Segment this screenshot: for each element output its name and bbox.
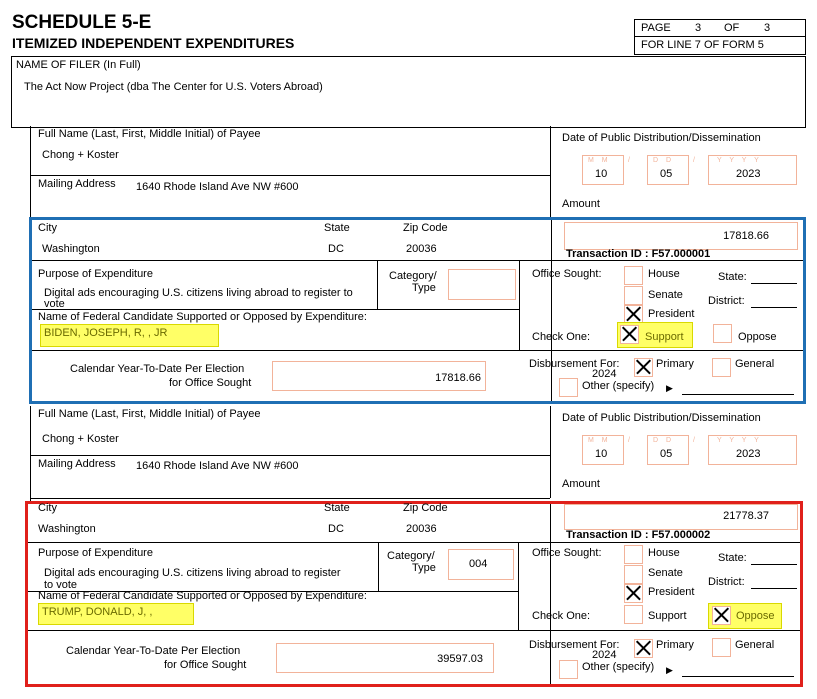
day-value: 05 <box>660 168 673 180</box>
category-label: Category/ <box>389 270 437 282</box>
oppose-checkbox[interactable] <box>712 606 731 625</box>
entry-2: Full Name (Last, First, Middle Initial) of Payee Chong + Koster Mailing Address 1640 Rhode Island Ave NW #600 Date of Public Distribution/Dissemination M M 10 / D D 05 / Y Y Y Y 2023 Amount <box>30 406 803 501</box>
entry-1-detail: City Washington State DC Zip Code 20036 17818.66 Transaction ID : F57.000001 Purpose of Expenditure Digital ads encouraging U.S. citizens living abroad to register to vote Category/ Type Name of Federal Candidate Supported or Opposed by Expenditure: BIDEN, JOSEPH, R, , JR Office Sought: House Senate President State: District: Check One: Support Oppose Calendar Year-To-Date Per Election for Office Sought 17818.66 Disbursement For: 2024 Primary General Other (specify) ▶ <box>32 220 803 401</box>
primary-label: Primary <box>656 358 694 370</box>
month-value: 10 <box>595 168 608 180</box>
district-field-label: District: <box>708 295 745 307</box>
purpose-value-cont: to vote <box>44 579 78 589</box>
primary-checkbox[interactable] <box>634 639 653 658</box>
for-line-label: FOR LINE 7 OF FORM 5 <box>641 39 764 51</box>
purpose-value: Digital ads encouraging U.S. citizens living abroad to register to <box>44 287 353 299</box>
candidate-name: BIDEN, JOSEPH, R, , JR <box>44 327 168 339</box>
general-label: General <box>735 358 775 370</box>
day-box: D D 05 <box>647 435 689 465</box>
category-label: Category/ <box>387 550 435 562</box>
ytd-value: 17818.66 <box>435 372 481 384</box>
filer-box <box>11 56 806 128</box>
state-value: DC <box>328 243 344 255</box>
support-checkbox[interactable] <box>624 605 643 624</box>
ytd-label: Calendar Year-To-Date Per Election <box>70 363 245 375</box>
city-label: City <box>38 222 57 234</box>
amount-value: 17818.66 <box>723 230 769 242</box>
day-box: D D 05 <box>647 155 689 185</box>
city-label: City <box>38 502 57 514</box>
disb-year: 2024 <box>592 649 617 661</box>
state-label: State <box>324 222 350 234</box>
schedule-title: SCHEDULE 5-E <box>12 12 152 33</box>
senate-label: Senate <box>648 567 683 579</box>
date-dist-label: Date of Public Distribution/Dissemination <box>562 132 761 144</box>
candidate-label: Name of Federal Candidate Supported or Opposed by Expenditure: <box>38 590 367 602</box>
schedule-subtitle: ITEMIZED INDEPENDENT EXPENDITURES <box>12 35 295 51</box>
amount-label: Amount <box>562 478 600 490</box>
ytd-label-2: for Office Sought <box>164 659 247 671</box>
other-label: Other (specify) <box>582 661 655 673</box>
state-value: DC <box>328 523 344 535</box>
president-label: President <box>648 308 695 320</box>
candidate-name: TRUMP, DONALD, J, , <box>42 606 153 618</box>
state-label: State <box>324 502 350 514</box>
date-dist-label: Date of Public Distribution/Dissemination <box>562 412 761 424</box>
house-checkbox[interactable] <box>624 545 643 564</box>
city-value: Washington <box>42 243 100 255</box>
office-sought-label: Office Sought: <box>532 547 602 559</box>
category-value: 004 <box>469 558 488 570</box>
type-label: Type <box>412 562 436 574</box>
mailing-address: 1640 Rhode Island Ave NW #600 <box>136 460 299 472</box>
house-checkbox[interactable] <box>624 266 643 285</box>
page-total: 3 <box>764 22 771 34</box>
payee-name: Chong + Koster <box>42 149 119 161</box>
month-value: 10 <box>595 448 608 460</box>
purpose-label: Purpose of Expenditure <box>38 547 153 559</box>
other-label: Other (specify) <box>582 380 655 392</box>
purpose-value-cont: vote <box>44 298 65 308</box>
ytd-value: 39597.03 <box>437 653 483 665</box>
candidate-label: Name of Federal Candidate Supported or Opposed by Expenditure: <box>38 311 367 323</box>
oppose-label: Oppose <box>738 331 777 343</box>
primary-label: Primary <box>656 639 694 651</box>
year-box: Y Y Y Y 2023 <box>708 435 797 465</box>
disb-year: 2024 <box>592 368 617 380</box>
support-label: Support <box>645 331 684 343</box>
president-label: President <box>648 586 695 598</box>
page-label: PAGE <box>641 22 671 34</box>
of-label: OF <box>724 22 740 34</box>
senate-label: Senate <box>648 289 683 301</box>
entry-2-detail: City Washington State DC Zip Code 20036 21778.37 Transaction ID : F57.000002 Purpose of Expenditure Digital ads encouraging U.S. citizens living abroad to register to vote Category/ Type 004 Name of Federal Candidate Supported or Opposed by Expenditure: TRUMP, DONALD, J, , Office Sought: House Senate President State: District: Check One: Support Oppose Calendar Year-To-Date Per Election for Office Sought 39597.03 Disbursement For: 2024 Primary General Other (specify) ▶ <box>28 504 800 684</box>
candidate-highlight <box>38 603 194 625</box>
state-field-label: State: <box>718 552 747 564</box>
general-checkbox[interactable] <box>712 358 731 377</box>
purpose-value: Digital ads encouraging U.S. citizens living abroad to register <box>44 567 341 579</box>
ytd-label-2: for Office Sought <box>169 377 252 389</box>
zip-value: 20036 <box>406 523 437 535</box>
other-checkbox[interactable] <box>559 660 578 679</box>
filer-label: NAME OF FILER (In Full) <box>16 59 141 71</box>
office-sought-label: Office Sought: <box>532 268 602 280</box>
check-one-label: Check One: <box>532 610 591 622</box>
mailing-label: Mailing Address <box>38 458 116 470</box>
payee-name: Chong + Koster <box>42 433 119 445</box>
purpose-label: Purpose of Expenditure <box>38 268 153 280</box>
mailing-label: Mailing Address <box>38 178 116 190</box>
entry-1: Full Name (Last, First, Middle Initial) of Payee Chong + Koster Mailing Address 1640 Rhode Island Ave NW #600 Date of Public Distribution/Dissemination M M 10 / D D 05 / Y Y Y Y 2023 Amount <box>30 126 803 406</box>
other-checkbox[interactable] <box>559 378 578 397</box>
year-value: 2023 <box>736 168 761 180</box>
president-checkbox[interactable] <box>624 584 643 603</box>
filer-name: The Act Now Project (dba The Center for U.S. Voters Abroad) <box>24 81 323 93</box>
amount-box <box>564 504 798 530</box>
year-box: Y Y Y Y 2023 <box>708 155 797 185</box>
amount-value: 21778.37 <box>723 510 769 522</box>
zip-label: Zip Code <box>403 502 448 514</box>
city-value: Washington <box>38 523 96 535</box>
ytd-label: Calendar Year-To-Date Per Election <box>66 645 241 657</box>
ytd-box <box>276 643 494 673</box>
mailing-address: 1640 Rhode Island Ave NW #600 <box>136 181 299 193</box>
primary-checkbox[interactable] <box>634 358 653 377</box>
page-box <box>634 19 806 55</box>
district-field-label: District: <box>708 576 745 588</box>
payee-name-label: Full Name (Last, First, Middle Initial) of Payee <box>38 128 261 140</box>
candidate-highlight <box>40 324 219 347</box>
disb-label: Disbursement For: <box>529 358 620 370</box>
category-box <box>448 549 514 580</box>
oppose-label: Oppose <box>736 610 775 622</box>
month-box: M M 10 <box>582 155 624 185</box>
payee-name-label: Full Name (Last, First, Middle Initial) of Payee <box>38 408 261 420</box>
type-label: Type <box>412 282 436 294</box>
check-one-label: Check One: <box>532 331 591 343</box>
transaction-id: Transaction ID : F57.000002 <box>566 529 711 541</box>
zip-label: Zip Code <box>403 222 448 234</box>
senate-checkbox[interactable] <box>624 286 643 305</box>
oppose-checkbox[interactable] <box>713 324 732 343</box>
zip-value: 20036 <box>406 243 437 255</box>
state-field-label: State: <box>718 271 747 283</box>
support-label: Support <box>648 610 687 622</box>
day-value: 05 <box>660 448 673 460</box>
page-number: 3 <box>695 22 702 34</box>
general-label: General <box>735 639 775 651</box>
support-checkbox[interactable] <box>620 325 639 344</box>
month-box: M M 10 <box>582 435 624 465</box>
transaction-id: Transaction ID : F57.000001 <box>566 248 711 260</box>
amount-box <box>564 222 798 250</box>
house-label: House <box>648 547 680 559</box>
house-label: House <box>648 268 680 280</box>
amount-label: Amount <box>562 198 600 210</box>
general-checkbox[interactable] <box>712 638 731 657</box>
disb-label: Disbursement For: <box>529 639 620 651</box>
category-box <box>448 269 516 300</box>
senate-checkbox[interactable] <box>624 565 643 584</box>
year-value: 2023 <box>736 448 761 460</box>
ytd-box <box>272 361 486 391</box>
